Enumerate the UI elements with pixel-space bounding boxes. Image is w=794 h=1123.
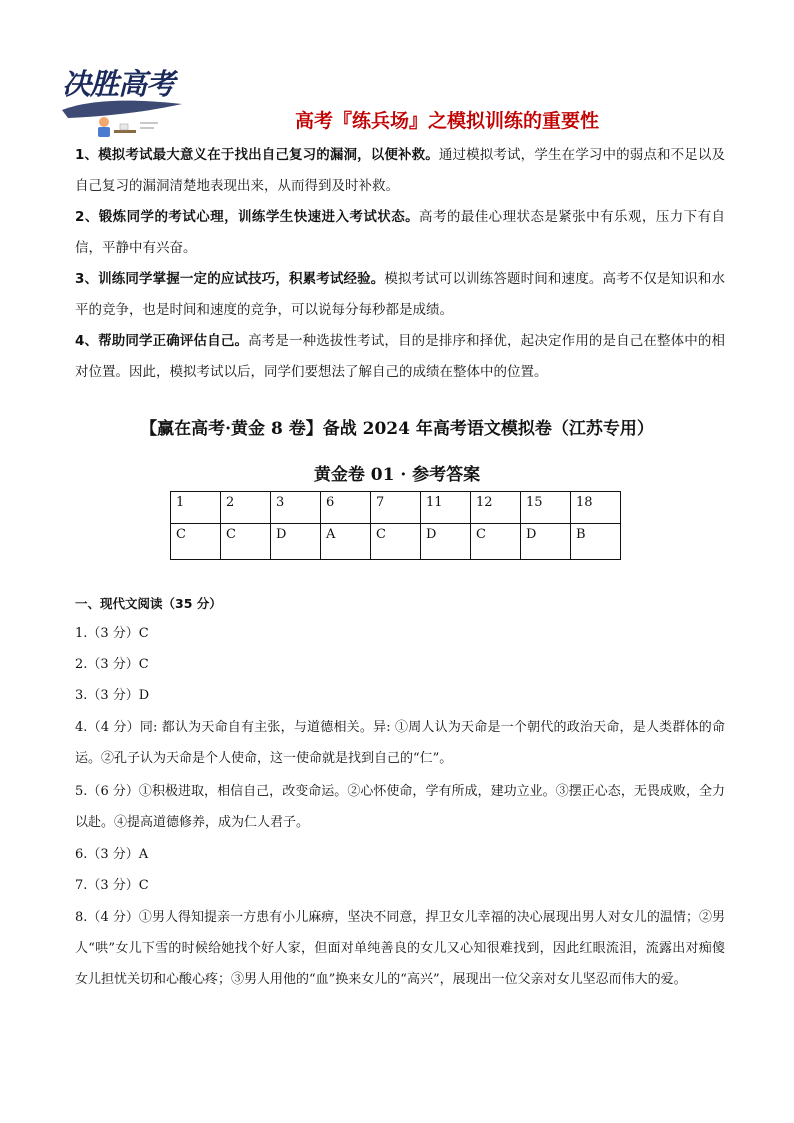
section-title: 一、现代文阅读（35 分） — [75, 596, 222, 611]
promo-point-4 — [75, 326, 725, 388]
question-number-cell: 7 — [371, 492, 421, 524]
answer-item: 5.（6 分）①积极进取，相信自己，改变命运。②心怀使命，学有所成，建功立业。③摆正心态，无畏成败，全力以赴。④提高道德修养，成为仁人君子。 — [75, 784, 725, 830]
question-number-cell: 11 — [421, 492, 471, 524]
answer-cell: D — [271, 524, 321, 560]
promo-point-body: 通过模拟考试，学生在学习中的弱点和不足以及自己复习的漏洞清楚地表现出来，从而得到及时补救。 — [75, 147, 725, 194]
promo-point-2 — [75, 202, 725, 264]
answer-item: 1.（3 分）C — [75, 626, 149, 641]
promo-point-lead: 4、帮助同学正确评估自己。 — [75, 333, 249, 349]
question-number-cell: 6 — [321, 492, 371, 524]
logo-text: 决胜高考 — [62, 67, 175, 101]
answer-cell: A — [321, 524, 371, 560]
answer-item: 8.（4 分）①男人得知提亲一方患有小儿麻痹，坚决不同意，捍卫女儿幸福的决心展现出男人对女儿的温情；②男人“哄”女儿下雪的时候给她找个好人家，但面对单纯善良的女儿又心知很难找到，因此红眼流泪，流露出对痴傻女儿担忧关切和心酸心疼；③男人用他的“血”换来女儿的“高兴”，展现出一位父亲对女儿坚忍而伟大的爱。 — [75, 910, 725, 987]
promo-title: 高考『练兵场』之模拟训练的重要性 — [294, 110, 599, 132]
answer-cell: D — [521, 524, 571, 560]
answer-cell: B — [571, 524, 621, 560]
question-number-cell: 3 — [271, 492, 321, 524]
answer-item: 7.（3 分）C — [75, 878, 149, 893]
question-number-row — [171, 492, 621, 524]
answer-item: 2.（3 分）C — [75, 657, 149, 672]
question-number-cell: 2 — [221, 492, 271, 524]
answer-cell: C — [221, 524, 271, 560]
answer-item: 4.（4 分）同: 都认为天命自有主张，与道德相关。异: ①周人认为天命是一个朝代的政治天命，是人类群体的命运。②孔子认为天命是个人使命，这一使命就是找到自己的“仁”。 — [75, 720, 725, 766]
question-number-cell: 1 — [171, 492, 221, 524]
question-number-cell: 15 — [521, 492, 571, 524]
answer-cell: D — [421, 524, 471, 560]
promo-point-lead: 1、模拟考试最大意义在于找出自己复习的漏洞，以便补救。 — [75, 147, 439, 163]
answer-cell: C — [371, 524, 421, 560]
question-number-cell: 18 — [571, 492, 621, 524]
promo-point-lead: 2、锻炼同学的考试心理，训练学生快速进入考试状态。 — [75, 209, 420, 225]
question-number-cell: 12 — [471, 492, 521, 524]
promo-point-body: 高考的最佳心理状态是紧张中有乐观，压力下有自信，平静中有兴奋。 — [75, 209, 725, 256]
answer-item: 6.（3 分）A — [75, 847, 149, 862]
answer-cell: C — [471, 524, 521, 560]
answer-cell: C — [171, 524, 221, 560]
promo-point-lead: 3、训练同学掌握一定的应试技巧，积累考试经验。 — [75, 271, 385, 287]
promo-point-1 — [75, 140, 725, 202]
answer-item: 3.（3 分）D — [75, 688, 150, 703]
answer-table — [170, 491, 621, 560]
promo-point-body: 高考是一种选拔性考试，目的是排序和择优，起决定作用的是自己在整体中的相对位置。因此，模拟考试以后，同学们要想法了解自己的成绩在整体中的位置。 — [75, 333, 726, 380]
exam-subtitle: 黄金卷 01 · 参考答案 — [313, 465, 481, 485]
exam-title: 【赢在高考·黄金 8 卷】备战 2024 年高考语文模拟卷（江苏专用） — [140, 419, 654, 439]
promo-point-3 — [75, 264, 725, 326]
promo-point-body: 模拟考试可以训练答题时间和速度。高考不仅是知识和水平的竞争，也是时间和速度的竞争，可以说每分每秒都是成绩。 — [75, 271, 725, 318]
answer-row — [171, 524, 621, 560]
